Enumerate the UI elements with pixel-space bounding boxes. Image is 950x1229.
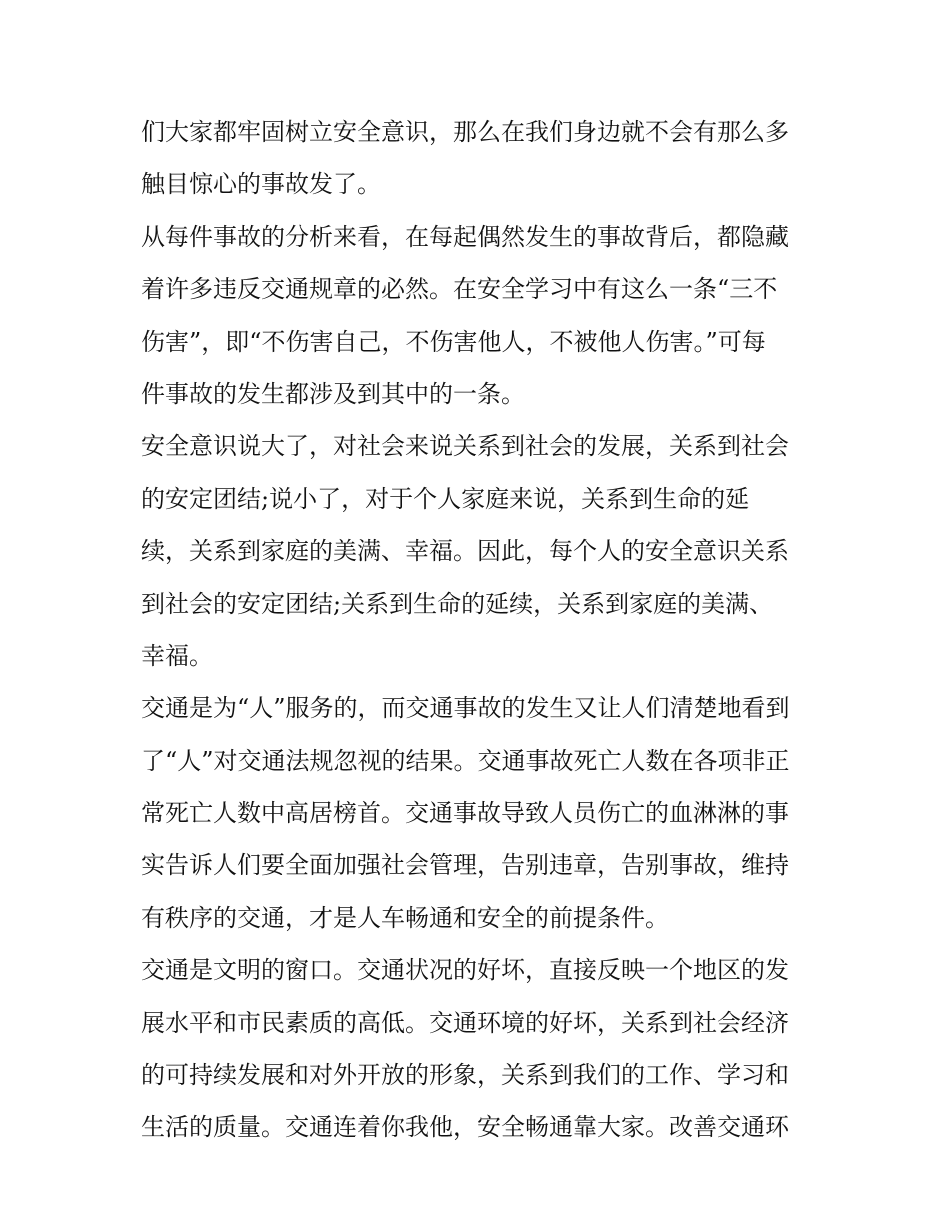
text-line: 交通是为“人”服务的，而交通事故的发生又让人们清楚地看到 bbox=[141, 694, 790, 723]
text-line: 们大家都牢固树立安全意识，那么在我们身边就不会有那么多 bbox=[141, 118, 789, 146]
text-line: 实告诉人们要全面加强社会管理，告别违章，告别事故，维持 bbox=[141, 851, 789, 880]
text-line: 件事故的发生都涉及到其中的一条。 bbox=[141, 379, 525, 408]
text-line: 展水平和市民素质的高低。交通环境的好坏，关系到社会经济 bbox=[141, 1008, 789, 1037]
text-line: 触目惊心的事故发了。 bbox=[141, 170, 381, 199]
text-line: 续，关系到家庭的美满、幸福。因此，每个人的安全意识关系 bbox=[141, 537, 789, 566]
text-line: 着许多违反交通规章的必然。在安全学习中有这么一条“三不 bbox=[141, 275, 778, 304]
text-line: 从每件事故的分析来看，在每起偶然发生的事故背后，都隐藏 bbox=[141, 222, 789, 251]
text-line: 有秩序的交通，才是人车畅通和安全的前提条件。 bbox=[141, 903, 669, 932]
text-line: 了“人”对交通法规忽视的结果。交通事故死亡人数在各项非正 bbox=[141, 746, 790, 775]
text-line: 的安定团结;说小了，对于个人家庭来说，关系到生命的延 bbox=[141, 484, 750, 513]
text-line: 幸福。 bbox=[141, 641, 213, 670]
text-line: 到社会的安定团结;关系到生命的延续，关系到家庭的美满、 bbox=[141, 589, 774, 618]
body-text bbox=[141, 106, 821, 1154]
text-line: 常死亡人数中高居榜首。交通事故导致人员伤亡的血淋淋的事 bbox=[141, 799, 789, 828]
text-line: 安全意识说大了，对社会来说关系到社会的发展，关系到社会 bbox=[141, 432, 789, 461]
text-line: 伤害”，即“不伤害自己，不伤害他人，不被他人伤害。”可每 bbox=[141, 327, 766, 356]
text-line: 生活的质量。交通连着你我他，安全畅通靠大家。改善交通环 bbox=[141, 1113, 789, 1142]
text-line: 交通是文明的窗口。交通状况的好坏，直接反映一个地区的发 bbox=[141, 956, 789, 985]
text-line: 的可持续发展和对外开放的形象，关系到我们的工作、学习和 bbox=[141, 1061, 789, 1090]
